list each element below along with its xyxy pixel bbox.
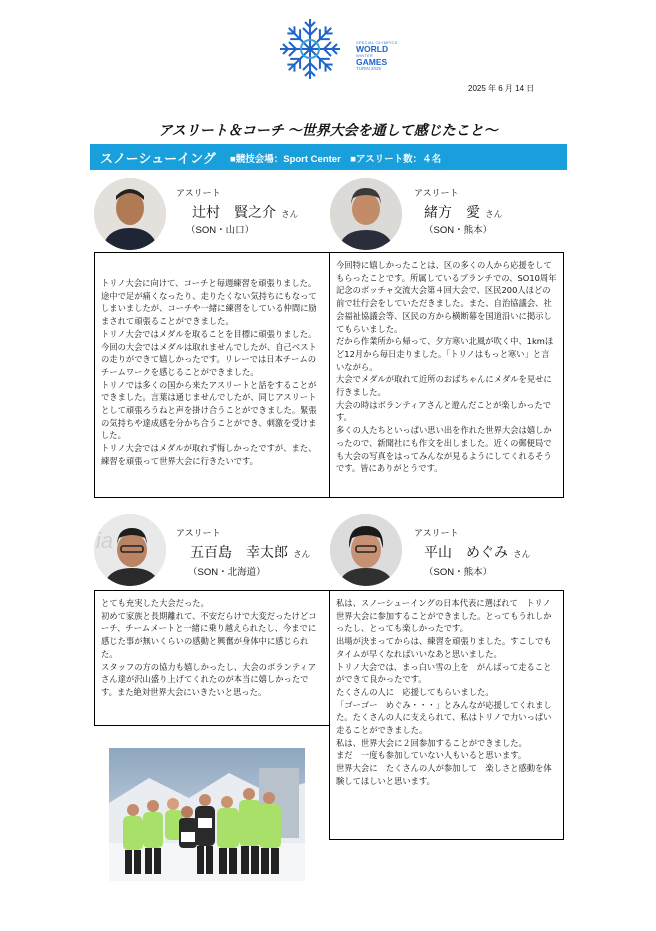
logo-line5: TURIN 2025 [356,66,382,71]
athlete-4-portrait [330,514,402,586]
athlete-3-role: アスリート [176,528,221,538]
logo-line2: WORLD [356,44,389,54]
logo-line4: GAMES [356,57,388,67]
athlete-3-name-row [190,542,310,562]
athlete-2-portrait [330,178,402,250]
logo-wordmark [356,40,397,71]
person-silhouette-icon [94,514,166,586]
athlete-1-honorific: さん [281,209,299,219]
athlete-2-role: アスリート [414,188,459,198]
athlete-4-role: アスリート [414,528,459,538]
athlete-1-role: アスリート [176,188,221,198]
document-date: 2025 年 6 月 14 日 [468,84,535,93]
athlete-4-name: 平山 めぐみ [424,544,508,560]
athlete-3-comment-box [94,590,330,726]
sport-header-band [90,144,567,170]
athlete-4-name-row [424,542,530,562]
logo-line1: SPECIAL OLYMPICS [356,40,398,45]
athlete-3-affiliation: （SON・北海道） [188,567,266,578]
athlete-3-name: 五百島 幸太郎 [190,544,288,560]
sport-name: スノーシューイング [100,151,216,166]
athlete-2-affiliation: （SON・熊本） [424,225,493,236]
athlete-3-comment: とても充実した大会だった。 初めて家族と長期離れて、不安だらけで大変だったけどコーチ、チームメートと一緒に乗り越えられたし、今までに感じた事が無いくらいの感動と興奮が身体中に感じられた。 スタッフの方の協力も嬉しかったし、大会のボランティアさん達が沢山盛り上げてくれたのが本当に嬉しかったです。また絶対世界大会にいきたいと思った。 [101,598,317,697]
athlete-3-honorific: さん [293,549,311,559]
athlete-2-name-row [424,202,502,222]
person-silhouette-icon [330,514,402,586]
page-title: アスリート＆コーチ ～世界大会を通して感じたこと～ [158,122,498,138]
athlete-1-comment: トリノ大会に向けて、コーチと毎週練習を頑張りました。途中で足が痛くなったり、走りたくない気持ちにもなってしまいましたが、コーチや一緒に練習をしている仲間に励まされて頑張ることができました。 トリノ大会ではメダルを取ることを目標に頑張りました。今回の大会ではメダルは取れませんでしたが、自己ベストの走りができて嬉しかったです。リレーでは日本チームのチームワークを感じることができました。 トリノでは多くの国から来たアスリートと話をすることができました。言葉は通じませんでしたが、同じアスリートとして頑張ろうねと声を掛け合うことができました。緊張の気持ちや達成感を分かち合うことができ、刺激を受けました。 トリノ大会ではメダルが取れず悔しかったですが、また、練習を頑張って世界大会に行きたいです。 [101,278,317,466]
athlete-4-comment-box [329,590,564,840]
logo-line3: WINTER [356,53,373,58]
athlete-3-portrait [94,514,166,586]
athlete-2-name: 緒方 愛 [424,204,480,220]
athlete-2-comment-box [329,252,564,498]
venue-info: ■競技会場：Sport Center ■アスリート数：４名 [230,154,442,165]
athlete-4-affiliation: （SON・熊本） [424,567,493,578]
athlete-1-name: 辻村 賢之介 [192,204,276,220]
group-photo-illustration [109,748,305,881]
athlete-4-honorific: さん [513,549,531,559]
svg-text:ia: ia [96,528,114,553]
athlete-4-comment: 私は、スノーシューイングの日本代表に選ばれて トリノ世界大会に参加することができました。とってもうれしかったし、とっても楽しかったです。 出場が決まってからは、練習を頑張りました。すこしでも タイムが早くなればいいなあと思いました。 トリノ大会では、まっ白い雪の上を がんばって走ることができて良かったです。 たくさんの人に 応援してもらいました。 「ゴーゴー めぐみ・・・」とみんなが応援してくれました。たくさんの人に支えられて、私はトリノで力いっぱい走ることができました。 私は、世界大会に２回参加することができました。 まだ 一度も参加していない人もいると思います。 世界大会に たくさんの人が参加して 楽しさと感動を体験してほしいと思います。 [336,598,552,786]
person-silhouette-icon [330,178,402,250]
athlete-2-comment: 今回特に嬉しかったことは、区の多くの人から応援をしてもらったことです。所属しているブランチでの、SO10周年記念のボッチャ交流大会第４回大会で、区民200人ほどの前で壮行会をしていただきました。また、自治協議会、社会福祉協議会等、区民の方から横断幕を国道沿いに掲示してもらいました。 だから作業所から帰って、夕方寒い北風が吹く中、1kmほど12月から毎日走りました。「トリノはもっと寒い」と言いながら。 大会でメダルが取れて近所のおばちゃんにメダルを見せに行きました。 大会の時はボランティアさんと遊んだことが楽しかったです。 多くの人たちといっぱい思い出を作れた世界大会は嬉しかったので、新聞社にも作文を出しました。近くの郵便局でも大会の写真をはってみんなが見るようにしてくれるそうです。皆にありがとうです。 [336,260,557,474]
team-group-photo [109,748,305,881]
athlete-1-portrait [94,178,166,250]
athlete-1-affiliation: （SON・山口） [186,225,255,236]
athlete-1-name-row [192,202,298,222]
person-silhouette-icon [94,178,166,250]
snowflake-icon [270,14,350,84]
athlete-1-comment-box [94,252,330,498]
athlete-2-honorific: さん [485,209,503,219]
